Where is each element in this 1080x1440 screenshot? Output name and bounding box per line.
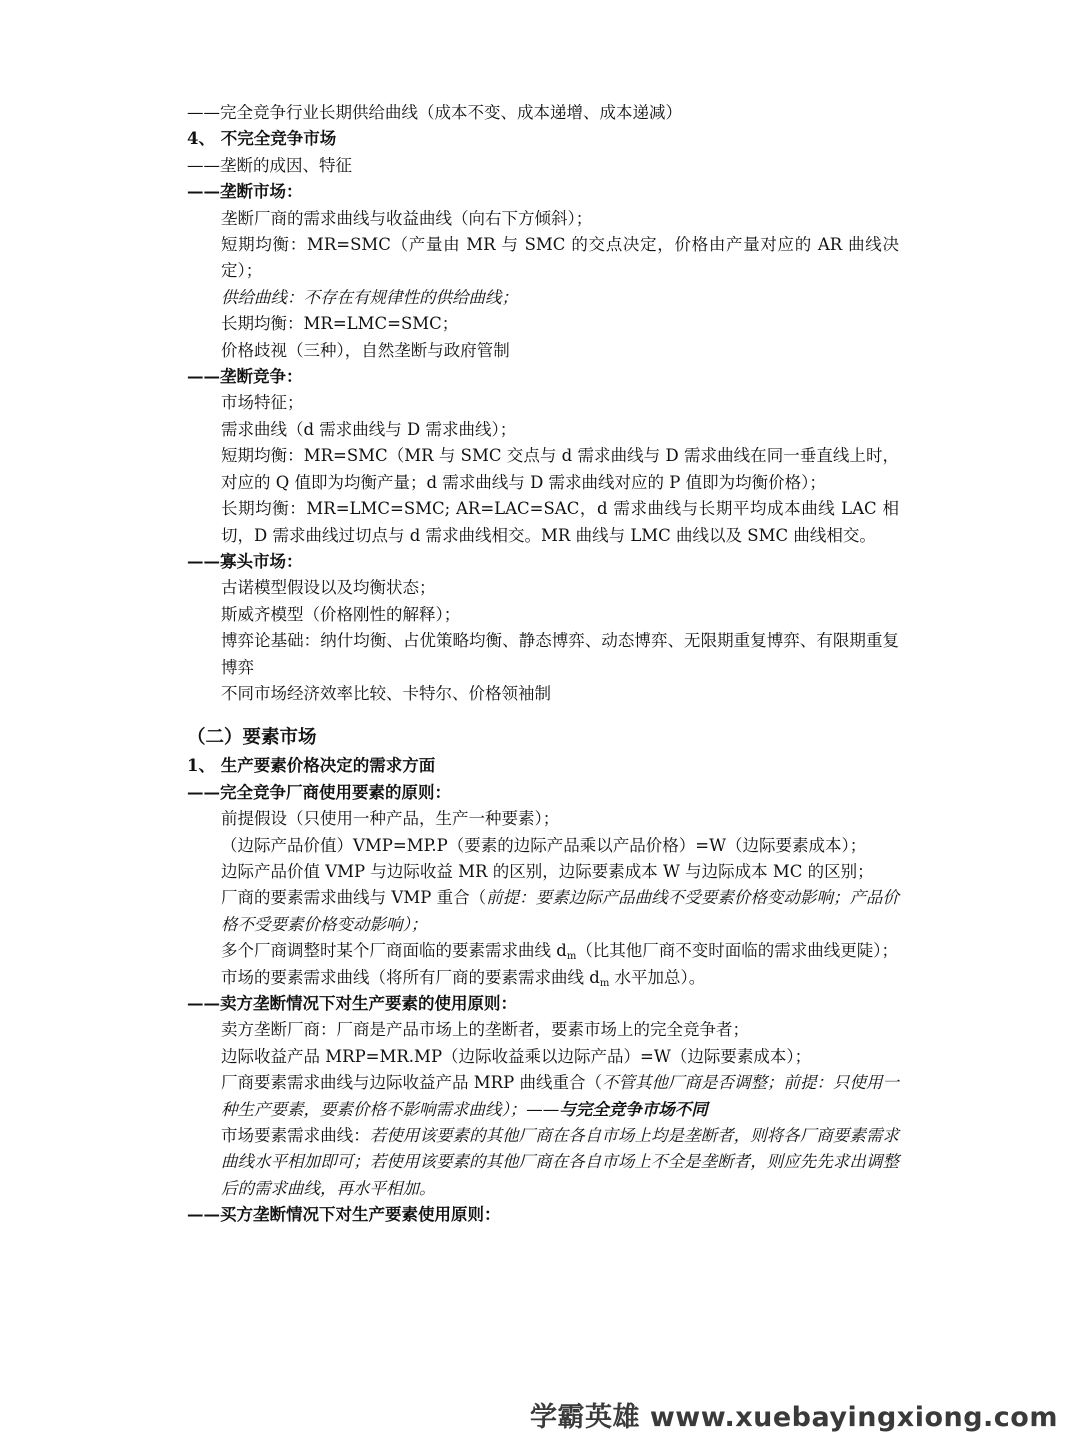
- paragraph: [187, 938, 899, 964]
- document-body: [187, 100, 899, 1229]
- emphasis-note: 与完全竞争市场不同: [559, 1099, 708, 1119]
- text-line: 古诺模型假设以及均衡状态；: [221, 578, 436, 598]
- paragraph: [187, 885, 899, 938]
- text-line: 供给曲线：不存在有规律性的供给曲线；: [221, 287, 518, 307]
- text-span: 厂商的要素需求曲线与 VMP 重合（: [221, 888, 487, 908]
- text-line: ——垄断的成因、特征: [187, 155, 352, 175]
- paragraph: [187, 1070, 899, 1123]
- subheading: ——寡头市场：: [187, 551, 303, 571]
- text-line: 需求曲线（d 需求曲线与 D 需求曲线）；: [221, 419, 517, 439]
- section-title: （二）要素市场: [187, 727, 317, 749]
- italic-note: 不管其他厂商是否调整；前提：只使用一种生产要素，要素价格不影响需求曲线）；——: [221, 1073, 900, 1119]
- text-line: 价格歧视（三种），自然垄断与政府管制: [221, 340, 510, 360]
- text-line: 不同市场经济效率比较、卡特尔、价格领袖制: [221, 683, 551, 703]
- subheading: ——垄断市场：: [187, 182, 303, 202]
- paragraph: 短期均衡：MR=SMC（产量由 MR 与 SMC 的交点决定，价格由产量对应的 AR 曲线决定）；: [221, 235, 899, 281]
- text-line: 长期均衡：MR=LMC=SMC；: [221, 314, 459, 334]
- text-line: 卖方垄断厂商：厂商是产品市场上的垄断者，要素市场上的完全竞争者；: [221, 1020, 749, 1040]
- watermark: 学霸英雄 www.xuebayingxiong.com: [529, 1402, 1058, 1433]
- text-span: 厂商要素需求曲线与边际收益产品 MRP 曲线重合（: [221, 1073, 602, 1093]
- text-span: 水平加总）。: [609, 967, 706, 987]
- italic-note: 前提：要素边际产品曲线不受要素价格变动影响；产品价格不受要素价格变动影响）；: [221, 888, 900, 934]
- subheading: ——卖方垄断情况下对生产要素的使用原则：: [187, 994, 517, 1013]
- text-line: 边际收益产品 MRP=MR.MP（边际收益乘以边际产品）=W（边际要素成本）；: [221, 1046, 812, 1066]
- section-heading: 4、 不完全竞争市场: [187, 129, 337, 149]
- text-span: 多个厂商调整时某个厂商面临的要素需求曲线 d: [221, 941, 567, 961]
- subheading: ——完全竞争厂商使用要素的原则：: [187, 782, 451, 802]
- text-line: 市场特征；: [221, 393, 304, 413]
- section-heading: 1、 生产要素价格决定的需求方面: [187, 756, 436, 776]
- paragraph: [187, 1123, 899, 1202]
- text-span: （比其他厂商不变时面临的需求曲线更陡）；: [576, 941, 899, 961]
- text-span: 市场要素需求曲线：: [221, 1126, 370, 1146]
- paragraph: 长期均衡：MR=LMC=SMC; AR=LAC=SAC，d 需求曲线与长期平均成本曲线 LAC 相切，D 需求曲线过切点与 d 需求曲线相交。MR 曲线与 LMC 曲线以及 SMC 曲线相交。: [221, 499, 899, 545]
- subheading: ——买方垄断情况下对生产要素使用原则：: [187, 1205, 501, 1225]
- text-line: 斯威齐模型（价格刚性的解释）；: [221, 604, 461, 624]
- subscript: m: [599, 977, 610, 989]
- italic-note: 若使用该要素的其他厂商在各自市场上均是垄断者，则将各厂商要素需求曲线水平相加即可；若使用该要素的其他厂商在各自市场上不全是垄断者，则应先先求出调整后的需求曲线，再水平相加。: [221, 1126, 900, 1198]
- text-span: 市场的要素需求曲线（将所有厂商的要素需求曲线 d: [221, 967, 600, 987]
- text-line: 垄断厂商的需求曲线与收益曲线（向右下方倾斜）；: [221, 208, 593, 228]
- text-line: ——完全竞争行业长期供给曲线（成本不变、成本递增、成本递减）: [187, 103, 682, 122]
- text-line: [187, 965, 899, 991]
- text-line: 边际产品价值 VMP 与边际收益 MR 的区别，边际要素成本 W 与边际成本 MC 的区别；: [221, 861, 874, 881]
- subscript: m: [566, 951, 577, 963]
- text-line: （边际产品价值）VMP=MP.P（要素的边际产品乘以产品价格）=W（边际要素成本）；: [221, 835, 867, 855]
- subheading: ——垄断竞争：: [187, 367, 303, 387]
- paragraph: 短期均衡：MR=SMC（MR 与 SMC 交点与 d 需求曲线与 D 需求曲线在同一垂直线上时，对应的 Q 值即为均衡产量；d 需求曲线与 D 需求曲线对应的 P 值即为均衡价格）；: [221, 446, 899, 492]
- paragraph: 博弈论基础：纳什均衡、占优策略均衡、静态博弈、动态博弈、无限期重复博弈、有限期重复博弈: [221, 631, 899, 677]
- text-line: 前提假设（只使用一种产品，生产一种要素）；: [221, 809, 560, 829]
